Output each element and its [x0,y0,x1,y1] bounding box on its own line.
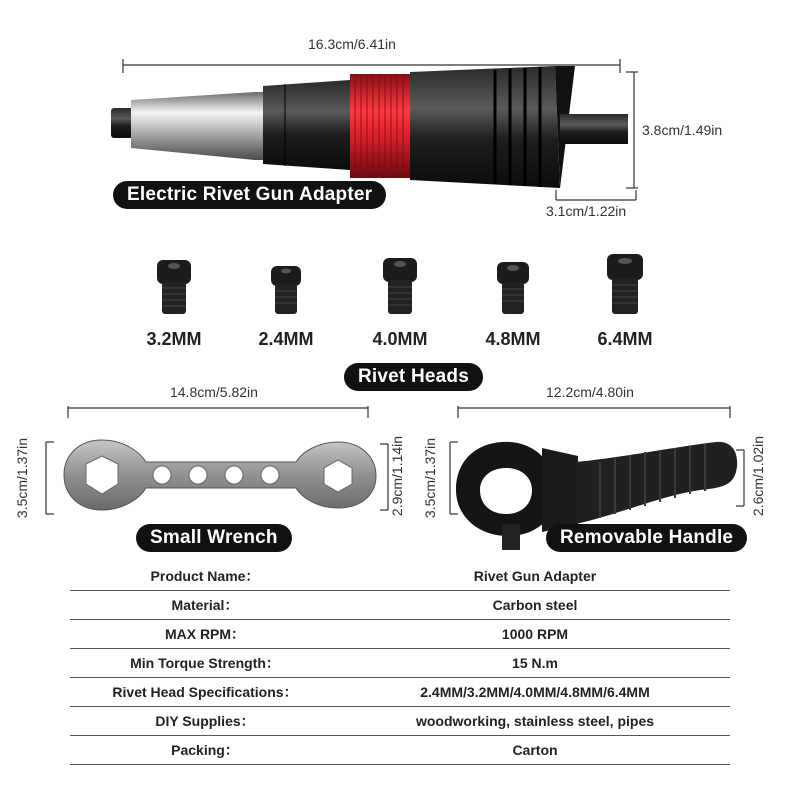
rivet-size-label: 3.2MM [146,329,202,349]
spec-key: Packing： [70,736,340,765]
specs-table [70,562,730,765]
rivet-head-icon [154,258,194,316]
rivet-size-label: 6.4MM [597,329,653,349]
table-row [70,678,730,707]
table-row [70,620,730,649]
adapter-length-label: 16.3cm/6.41in [308,36,396,52]
small-wrench-image [62,436,380,514]
rivet-size-label: 4.0MM [372,329,428,349]
spec-value: Carbon steel [340,591,730,620]
rivet-size-label: 2.4MM [258,329,314,349]
table-row [70,736,730,765]
handle-left-height-label: 3.5cm/1.37in [422,437,438,519]
adapter-shaft-label: 3.1cm/1.22in [546,203,627,219]
rivet-head-icon [380,256,420,316]
spec-key: Product Name： [70,562,340,591]
wrench-name-label: Small Wrench [136,524,292,552]
rivet-head-icon [604,252,646,316]
spec-value: Carton [340,736,730,765]
spec-key: Min Torque Strength： [70,649,340,678]
handle-name-label: Removable Handle [546,524,747,552]
table-row [70,707,730,736]
rivet-heads-title: Rivet Heads [344,363,483,391]
spec-value: Rivet Gun Adapter [340,562,730,591]
wrench-length-label: 14.8cm/5.82in [170,384,258,400]
handle-right-height-label: 2.6cm/1.02in [750,435,766,517]
spec-value: woodworking, stainless steel, pipes [340,707,730,736]
spec-key: Rivet Head Specifications： [70,678,340,707]
adapter-height-label: 3.8cm/1.49in [642,122,723,138]
spec-value: 1000 RPM [340,620,730,649]
wrench-left-height-bracket [36,440,56,516]
rivet-head-icon [494,260,532,316]
adapter-name-label: Electric Rivet Gun Adapter [113,181,386,209]
rivet-adapter-image [105,62,635,192]
table-row [70,562,730,591]
spec-value: 15 N.m [340,649,730,678]
rivet-size-label: 4.8MM [485,329,541,349]
table-row [70,591,730,620]
spec-key: MAX RPM： [70,620,340,649]
handle-length-label: 12.2cm/4.80in [546,384,634,400]
wrench-left-height-label: 3.5cm/1.37in [14,437,30,519]
table-row [70,649,730,678]
spec-value: 2.4MM/3.2MM/4.0MM/4.8MM/6.4MM [340,678,730,707]
rivet-head-icon [268,264,304,316]
wrench-right-height-label: 2.9cm/1.14in [389,435,405,517]
wrench-length-bracket [64,400,374,420]
handle-length-bracket [454,400,736,420]
spec-key: Material： [70,591,340,620]
spec-key: DIY Supplies： [70,707,340,736]
